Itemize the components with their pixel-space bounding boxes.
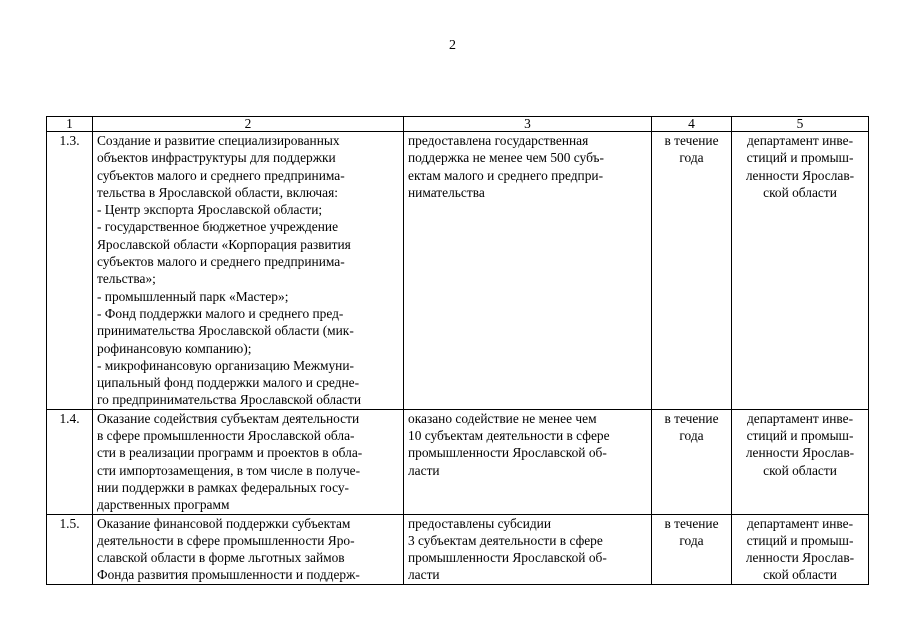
text-line: Оказание содействия субъектам деятельности — [97, 410, 360, 426]
text-line: ской области — [763, 184, 837, 200]
text-line: Оказание финансовой поддержки субъектам — [97, 515, 351, 531]
text-line: принимательства Ярославской области (мик- — [97, 323, 354, 339]
text-line: - микрофинансовую организацию Межмуни- — [97, 357, 354, 373]
text-line: ципальный фонд поддержки малого и средне- — [97, 375, 360, 391]
text-line: ленности Ярослав- — [745, 445, 855, 461]
text-line: департамент инве- — [746, 410, 854, 426]
text-line: - Центр экспорта Ярославской области; — [97, 202, 323, 218]
text-line: стиций и промыш- — [746, 150, 854, 166]
text-line: года — [679, 428, 704, 444]
text-line: нимательства — [408, 184, 485, 200]
text-line: ласти — [408, 567, 440, 583]
header-cell-3: 3 — [404, 117, 652, 132]
text-line: в сфере промышленности Ярославской обла- — [97, 428, 355, 444]
executor-cell — [732, 132, 869, 410]
table-row — [47, 514, 869, 584]
text-line: го предпринимательства Ярославской области — [97, 392, 362, 408]
text-line: субъектов малого и среднего предпринима- — [97, 167, 345, 183]
text-line: департамент инве- — [746, 133, 854, 148]
executor-cell — [732, 514, 869, 584]
table-header-row — [47, 117, 869, 132]
text-line: Создание и развитие специализированных — [97, 133, 340, 148]
text-line: сти в реализации программ и проектов в обла- — [97, 445, 363, 461]
action-cell — [93, 514, 404, 584]
text-line: дарственных программ — [97, 497, 230, 513]
text-line: ленности Ярослав- — [745, 550, 855, 566]
term-cell — [652, 132, 732, 410]
row-number-cell: 1.3. — [47, 132, 93, 410]
table-row — [47, 409, 869, 514]
text-line: тельства»; — [97, 271, 156, 287]
text-line: стиций и промыш- — [746, 532, 854, 548]
text-line: объектов инфраструктуры для поддержки — [97, 150, 336, 166]
table-row — [47, 132, 869, 410]
text-line: деятельности в сфере промышленности Яро- — [97, 532, 355, 548]
row-number-cell: 1.5. — [47, 514, 93, 584]
text-line: - промышленный парк «Мастер»; — [97, 288, 289, 304]
text-line: оказано содействие не менее чем — [408, 410, 597, 426]
row-number-cell: 1.4. — [47, 409, 93, 514]
text-line: промышленности Ярославской об- — [408, 550, 607, 566]
text-line: тельства в Ярославской области, включая: — [97, 184, 338, 200]
result-cell — [404, 514, 652, 584]
text-line: в течение — [664, 515, 719, 531]
action-cell — [93, 132, 404, 410]
header-cell-5: 5 — [732, 117, 869, 132]
text-line: ской области — [763, 462, 837, 478]
page-number: 2 — [449, 38, 456, 53]
text-line: рофинансовую компанию); — [97, 340, 252, 356]
header-cell-1: 1 — [47, 117, 93, 132]
text-line: Фонда развития промышленности и поддерж- — [97, 567, 360, 583]
header-cell-2: 2 — [93, 117, 404, 132]
text-line: предоставлена государственная — [408, 133, 589, 148]
text-line: в течение — [664, 133, 719, 148]
text-line: в течение — [664, 410, 719, 426]
result-cell — [404, 409, 652, 514]
text-line: славской области в форме льготных займов — [97, 550, 345, 566]
header-cell-4: 4 — [652, 117, 732, 132]
text-line: предоставлены субсидии — [408, 515, 552, 531]
executor-cell — [732, 409, 869, 514]
text-line: стиций и промыш- — [746, 428, 854, 444]
text-line: - Фонд поддержки малого и среднего пред- — [97, 305, 344, 321]
result-cell — [404, 132, 652, 410]
plan-table — [46, 116, 869, 585]
text-line: поддержка не менее чем 500 субъ- — [408, 150, 604, 166]
text-line: 3 субъектам деятельности в сфере — [408, 532, 603, 548]
text-line: промышленности Ярославской об- — [408, 445, 607, 461]
action-cell — [93, 409, 404, 514]
text-line: ской области — [763, 567, 837, 583]
text-line: ласти — [408, 462, 440, 478]
text-line: ектам малого и среднего предпри- — [408, 167, 604, 183]
text-line: департамент инве- — [746, 515, 854, 531]
text-line: сти импортозамещения, в том числе в получе- — [97, 462, 361, 478]
text-line: ленности Ярослав- — [745, 167, 855, 183]
text-line: нии поддержки в рамках федеральных госу- — [97, 479, 349, 495]
text-line: Ярославской области «Корпорация развития — [97, 236, 351, 252]
text-line: 10 субъектам деятельности в сфере — [408, 428, 610, 444]
term-cell — [652, 409, 732, 514]
text-line: года — [679, 150, 704, 166]
text-line: года — [679, 532, 704, 548]
table-body — [47, 117, 869, 585]
text-line: - государственное бюджетное учреждение — [97, 219, 339, 235]
text-line: субъектов малого и среднего предпринима- — [97, 254, 345, 270]
term-cell — [652, 514, 732, 584]
